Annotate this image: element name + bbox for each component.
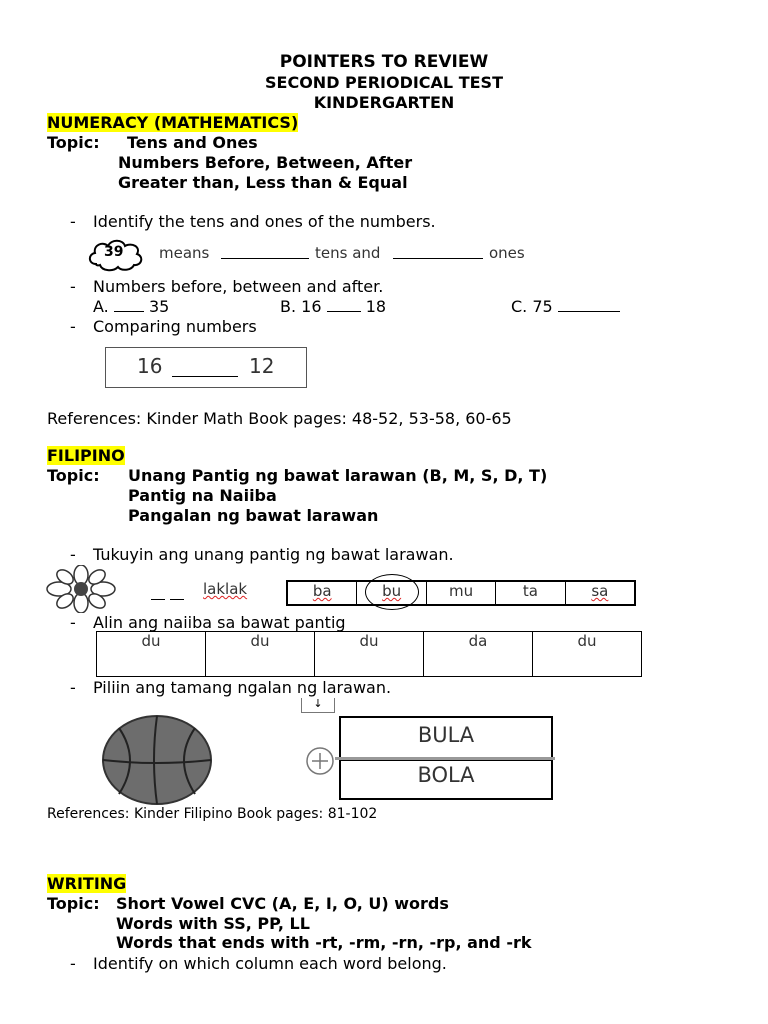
flower-icon	[46, 565, 116, 613]
odd-syllable-cell[interactable]: du	[315, 632, 424, 676]
choice-b-blank[interactable]	[327, 297, 361, 312]
writing-topic-1: Short Vowel CVC (A, E, I, O, U) words	[116, 894, 449, 913]
ones-text: ones	[489, 244, 525, 262]
grade-level: KINDERGARTEN	[313, 93, 455, 112]
bullet-dash: -	[70, 613, 76, 632]
writing-topic-3: Words that ends with -rt, -rm, -rn, -rp, and -rk	[116, 933, 532, 952]
odd-syllable-cell[interactable]: da	[424, 632, 533, 676]
numeracy-topic-label: Topic:	[47, 133, 100, 152]
filipino-topic-2: Pantig na Naiiba	[128, 486, 277, 505]
ones-blank[interactable]	[393, 244, 483, 263]
writing-heading: WRITING	[47, 874, 127, 893]
basketball-icon	[101, 714, 213, 806]
choice-a-blank[interactable]	[114, 297, 144, 312]
bullet-dash: -	[70, 954, 76, 973]
filipino-topic-1: Unang Pantig ng bawat larawan (B, M, S, D, T)	[128, 466, 548, 485]
syllable-choice[interactable]: ta	[496, 582, 565, 604]
compare-blank[interactable]	[172, 356, 238, 381]
choice-c: C. 75	[511, 297, 620, 316]
bullet-dash: -	[70, 545, 76, 564]
writing-topic-label: Topic:	[47, 894, 100, 913]
filipino-heading: FILIPINO	[47, 446, 125, 465]
filipino-topic-label: Topic:	[47, 466, 100, 485]
compare-right: 12	[249, 354, 275, 378]
flower-blank[interactable]	[151, 585, 184, 604]
bullet-dash: -	[70, 317, 76, 336]
numeracy-topic-1: Tens and Ones	[127, 133, 258, 152]
numeracy-item-3: Comparing numbers	[93, 317, 257, 336]
name-choice-bola[interactable]: BOLA	[339, 758, 553, 800]
filipino-item-2: Alin ang naiiba sa bawat pantig	[93, 613, 346, 632]
page-subtitle: SECOND PERIODICAL TEST	[265, 73, 503, 92]
syllable-choice-row	[286, 580, 636, 606]
filipino-item-1: Tukuyin ang unang pantig ng bawat larawan.	[93, 545, 454, 564]
choice-a: A. 35	[93, 297, 170, 316]
odd-syllable-cell[interactable]: du	[206, 632, 315, 676]
cloud-number: 39	[104, 244, 124, 260]
odd-syllable-row	[96, 631, 642, 677]
syllable-choice[interactable]: mu	[427, 582, 496, 604]
selection-circle	[365, 574, 419, 610]
syllable-choice-selected[interactable]: bu	[357, 582, 426, 604]
compare-left: 16	[137, 354, 163, 378]
numeracy-topic-2: Numbers Before, Between, After	[118, 153, 413, 172]
odd-syllable-cell[interactable]: du	[97, 632, 206, 676]
flower-word-suffix: laklak	[203, 580, 248, 598]
page-title: POINTERS TO REVIEW	[279, 52, 489, 72]
bullet-dash: -	[70, 678, 76, 697]
numeracy-heading: NUMERACY (MATHEMATICS)	[47, 113, 299, 132]
odd-syllable-cell[interactable]: du	[577, 632, 597, 650]
bullet-dash: -	[70, 212, 76, 231]
choice-c-blank[interactable]	[558, 297, 620, 312]
numeracy-item-2: Numbers before, between and after.	[93, 277, 384, 296]
tens-and-text: tens and	[315, 244, 381, 262]
numeracy-item-1: Identify the tens and ones of the numbers.	[93, 212, 436, 231]
guide-line	[335, 757, 555, 760]
numeracy-references: References: Kinder Math Book pages: 48-52, 53-58, 60-65	[47, 409, 512, 428]
filipino-item-3: Piliin ang tamang ngalan ng larawan.	[93, 678, 392, 697]
filipino-references: References: Kinder Filipino Book pages: 81-102	[47, 806, 378, 822]
writing-item-1: Identify on which column each word belong.	[93, 954, 447, 973]
name-choice-bula[interactable]: BULA	[339, 716, 553, 761]
tens-blank[interactable]	[221, 244, 309, 263]
means-text: means	[159, 244, 210, 262]
numeracy-topic-3: Greater than, Less than & Equal	[118, 173, 408, 192]
syllable-choice[interactable]: sa	[591, 582, 609, 600]
choice-b: B. 16 18	[280, 297, 387, 316]
bullet-dash: -	[70, 277, 76, 296]
arrow-down-icon: ↓	[301, 698, 335, 713]
filipino-topic-3: Pangalan ng bawat larawan	[128, 506, 379, 525]
syllable-choice[interactable]: ba	[288, 582, 357, 604]
plus-circle-icon[interactable]	[305, 746, 335, 776]
writing-topic-2: Words with SS, PP, LL	[116, 914, 310, 933]
